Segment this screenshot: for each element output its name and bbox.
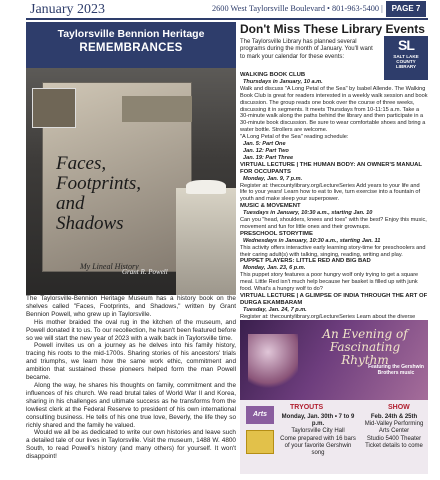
ad-title: [310, 328, 420, 367]
heritage-heading-line1: Taylorsville Bennion Heritage: [57, 28, 205, 40]
events-list: [240, 72, 428, 355]
event-item: [240, 72, 428, 134]
event-text: This activity offers interactive early learning story-time for preschoolers and their caring adult(s) with talking, singing, reading, writing and play.: [240, 244, 426, 258]
library-intro: The Taylorsville Library has planned several programs during the month of January. You'll want to mark your calendar for these events:: [240, 39, 373, 60]
reading-schedule: [240, 141, 428, 162]
show-line: Mid-Valley Performing Arts Center: [364, 421, 424, 435]
article-paragraph: His mother braided the oval rug in the kitchen of the museum, and Powell donated it to us. To our recollection, he hasn't been featured before so we will start the new year of 2023 with a walk back in Taylorsville time.: [26, 318, 237, 342]
event-date: Monday, Jan. 9, 7 p.m.: [243, 175, 303, 182]
tryouts-line: of your favorite Gershwin song: [284, 442, 352, 457]
book-title-line2: Footprints,: [56, 173, 141, 194]
book-title-line4: Shadows: [56, 213, 124, 234]
ad-title-line2: Fascinating Rhythm: [329, 340, 401, 367]
event-text: Register at: thecountylibrary.org/LectureSeries Learn about the diverse: [240, 313, 416, 320]
old-photo-1: [32, 88, 76, 128]
article-paragraph: Along the way, he shares his thoughts on family, commitment and the influences of his church. We read brutal tales of World War II and Korea, sharing in his challenges and ultimate success as he transforms from the lowliest clerk at the Federal Reserve to president of his own international consulting business. He tells of his one true love, Beverly, the life they so richly shared and the family he valued.: [26, 381, 236, 429]
event-text: This puppet story features a poor hungry wolf only trying to get a square meal. Little Red isn't much help because her basket is filled up with junk food. What's a hungry wolf to do?: [240, 272, 419, 293]
book-title-line1: Faces,: [56, 153, 107, 174]
event-item: [240, 231, 428, 259]
event-title: VIRTUAL LECTURE | THE HUMAN BODY: AN OWNER'S MANUAL FOR OCCUPANTS: [240, 161, 422, 175]
show-details: [360, 414, 428, 450]
reading-heading: "A Long Petal of the Sea" reading schedule:: [240, 134, 349, 141]
old-photo-2: [122, 96, 192, 122]
book-cover-photo: [26, 68, 236, 295]
show-line: Ticket details to come: [365, 442, 423, 449]
article-paragraph: The Taylorsville-Bennion Heritage Museum has a history book on the shelves called "Faces, Footprints, and Shadows," written by Grant Bennion Powell, who grew up in Taylorsville.: [26, 295, 236, 318]
city-address: 2600 West Taylorsville Boulevard • 801-963-5400 |: [212, 4, 383, 13]
event-text: Can you "head, shoulders, knees and toes" with the best? Enjoy this music, movement and fun for little ones and their grownups.: [240, 217, 427, 230]
event-item: [240, 258, 428, 293]
show-line: Feb. 24th & 25th: [370, 414, 418, 420]
council-logo-icon: [246, 430, 274, 454]
tryouts-line: Taylorsville City Hall: [291, 428, 345, 435]
event-text: Walk and discuss "A Long Petal of the Sea" by Isabel Allende. The Walking Book Club is great for readers interested in a weekly walk session and book discussion. The group reads one book over the course of three weeks, discussing it in segments. It meets Thursdays from 10-11:15 a.m. Take a 30-minute walk along the paths behind the library and then participate in a 30-minute book discussion. Be sure to wear comfortable shoes and bring a water bottle. Strollers are welcome.: [240, 85, 428, 134]
show-line: Studio 5400 Theater: [366, 435, 422, 442]
ad-featuring: Featuring the Gershwin Brothers music: [368, 364, 424, 376]
book-title: [56, 154, 141, 234]
event-title: WALKING BOOK CLUB: [240, 72, 306, 78]
event-title: PRESCHOOL STORYTIME: [240, 230, 313, 237]
event-title: VIRTUAL LECTURE | A GLIMPSE OF INDIA THROUGH THE ART OF DURGA EKAMBARAM: [240, 293, 428, 306]
rhythm-ad: [240, 320, 428, 474]
heritage-column: [26, 22, 237, 461]
page-header: [0, 0, 440, 20]
event-item: [240, 203, 428, 231]
event-date: Wednesdays in January, 10:30 a.m., starting Jan. 11: [243, 237, 381, 244]
tryouts-heading: TRYOUTS: [290, 404, 324, 411]
ad-title-line1: An Evening of: [322, 327, 408, 341]
page-number: PAGE 7: [386, 1, 426, 17]
heritage-heading-line2: REMEMBRANCES: [79, 42, 183, 54]
article-paragraph: Would we all be as dedicated to write our own histories and leave such a detailed tale of our lives in Taylorsville. Visit the museum, 1488 W. 4800 South, to read Powell's history (and many others) for yourself. It won't disappoint!: [26, 429, 236, 461]
sailor-photo: [176, 188, 236, 295]
event-date: Tuesday, Jan. 24, 7 p.m.: [243, 306, 307, 313]
reading-item: Jan. 5: Part One: [243, 141, 286, 148]
sailor-cap: [186, 180, 226, 194]
tryouts-line: Come prepared with 16 bars: [280, 435, 356, 442]
event-date: Tuesdays in January, 10:30 a.m., starting Jan. 10: [243, 210, 373, 217]
event-title: PUPPET PLAYERS: LITTLE RED AND BIG BAD: [240, 258, 371, 265]
logo-mark-icon: SL: [398, 37, 414, 53]
article-paragraph: Powell invites us on a journey as he delves into his family history, tracing his roots to the mid-1700s. Sharing stories of his ancestors' trials and triumphs, we learn how the same work ethic, commitment and ambition that sustained these pioneers helped form the man Powell became.: [26, 342, 236, 382]
event-text: Register at: thecountylibrary.org/LectureSeries Add years to your life and life to your years! Learn how to eat to live, turn exercise into a fountain of youth and make sleep your superpower.: [240, 182, 421, 203]
logo-text-1: SALT LAKE: [393, 54, 419, 59]
event-date: Monday, Jan. 23, 6 p.m.: [243, 265, 306, 272]
logo-text-2: COUNTY: [396, 59, 416, 64]
reading-item: Jan. 12: Part Two: [243, 147, 289, 154]
reading-item: Jan. 19: Part Three: [243, 154, 294, 161]
heritage-article: [26, 295, 236, 461]
heritage-heading: [26, 22, 236, 68]
issue-month: January 2023: [30, 2, 106, 17]
show-heading: SHOW: [388, 404, 410, 411]
tryouts-details: [278, 414, 358, 457]
book-author: Grant R. Powell: [122, 268, 168, 276]
tryouts-line: Monday, Jan. 30th • 7 to 9 p.m.: [281, 414, 355, 428]
header-rule: [26, 18, 428, 20]
dancer-image: [248, 334, 298, 394]
book-title-line3: and: [56, 193, 85, 214]
event-date: Thursdays in January, 10 a.m.: [243, 78, 323, 85]
book-subtitle: My Lineal History: [80, 262, 139, 271]
event-title: MUSIC & MOVEMENT: [240, 203, 301, 210]
logo-text-3: LIBRARY: [395, 64, 417, 69]
arts-logo: Arts: [246, 406, 274, 424]
library-title: Don't Miss These Library Events: [240, 22, 425, 36]
event-item: [240, 162, 428, 203]
